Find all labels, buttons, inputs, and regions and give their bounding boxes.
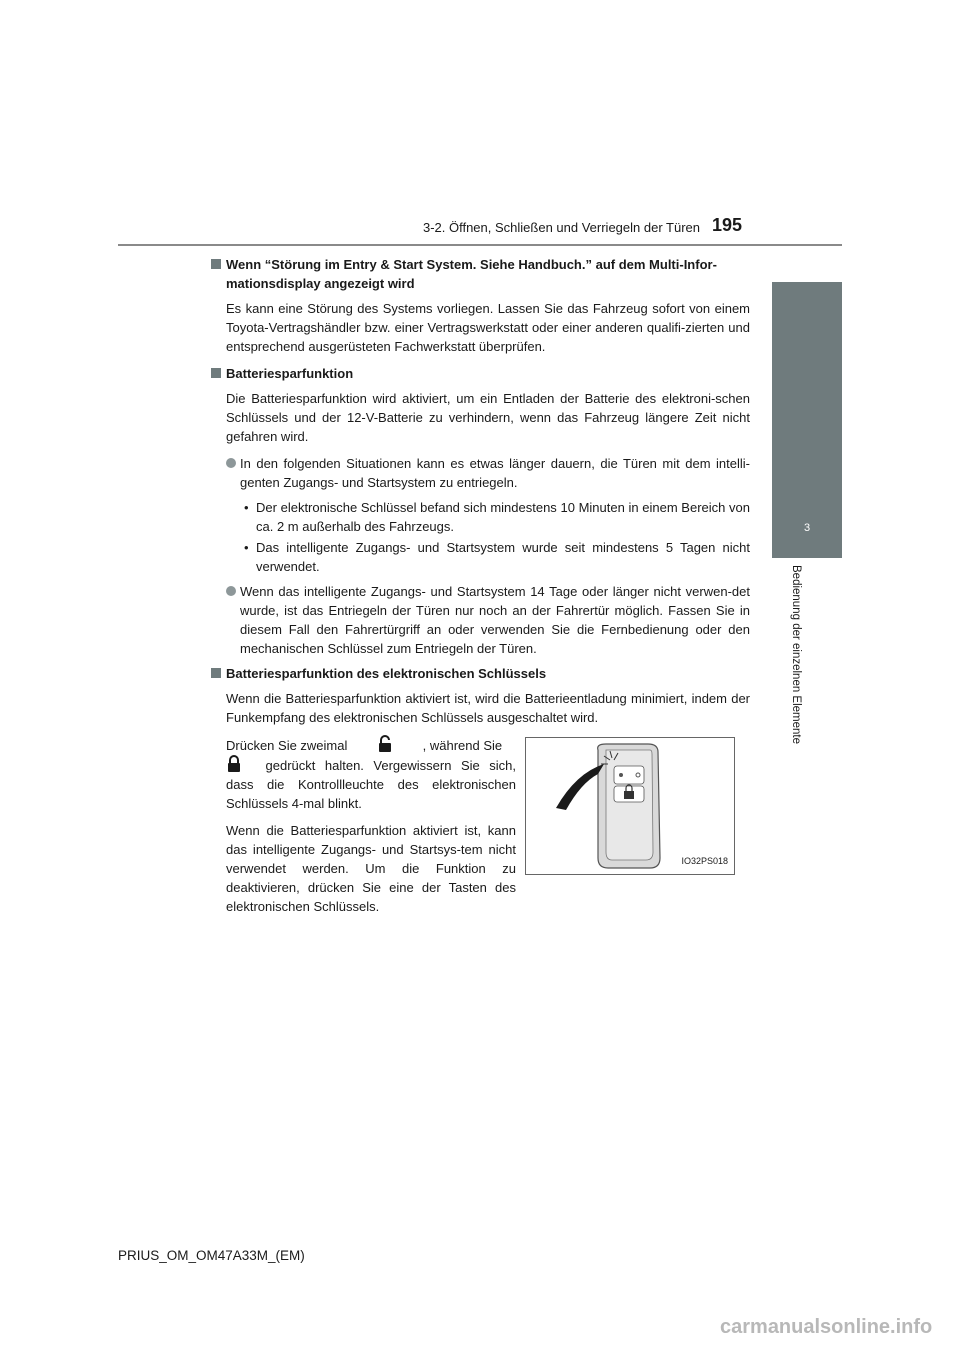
key-illustration [525, 737, 735, 875]
section-heading-malfunction: Wenn “Störung im Entry & Start System. Siehe Handbuch.” auf dem Multi-Infor-mationsdisplay angezeigt wird [210, 255, 750, 293]
bullet-item [226, 454, 750, 492]
unlock-icon [377, 735, 393, 753]
sub-list-item: • Der elektronische Schlüssel befand sich mindestens 10 Minuten in einem Bereich von ca. 2 m außerhalb des Fahrzeugs. [240, 498, 750, 536]
section-text-malfunction: Es kann eine Störung des Systems vorliegen. Lassen Sie das Fahrzeug sofort von einem Toyota-Vertragshändler bzw. einer Vertragswerkstatt oder einer anderen qualifi-zierten und entsprechend ausgerüsteten Fachwerkstatt überprüfen. [226, 301, 750, 354]
side-rail [772, 282, 842, 498]
section-text-key-battery-saving: Wenn die Batteriesparfunktion aktiviert ist, wird die Batterieentladung minimiert, indem der Funkempfang des elektronischen Schlüssels ausgeschaltet wird. [226, 691, 750, 725]
instruction-block [210, 735, 750, 925]
bullet-text: In den folgenden Situationen kann es etwas länger dauern, die Türen mit dem intelli-genten Zugangs- und Startsystem zu entriegeln. [240, 456, 750, 490]
lock-icon [226, 755, 242, 773]
chapter-tab: 3 [772, 498, 842, 558]
bullet-dot-icon [226, 586, 236, 596]
watermark: carmanualsonline.info [720, 1316, 933, 1338]
chapter-label: Bedienung der einzelnen Elemente [790, 565, 802, 745]
page-content [210, 255, 750, 925]
instruction-step [226, 735, 516, 813]
document-code: PRIUS_OM_OM47A33M_(EM) [118, 1248, 305, 1263]
step-text-c: gedrückt halten. Vergewissern Sie sich, dass die Kontrollleuchte des elektronischen Schlüssels 4-mal blinkt. [226, 758, 516, 811]
bullet-text: Wenn das intelligente Zugangs- und Startsystem 14 Tage oder länger nicht verwen-det wurde, ist das Entriegeln der Türen nur noch an der Fahrertür möglich. Fassen Sie in diesem Fall den Fahrertürgriff an oder verwenden Sie die Fernbedienung oder den mechanischen Schlüssel zum Entriegeln der Türen. [240, 584, 750, 656]
sub-list-item: • Das intelligente Zugangs- und Startsystem wurde seit mindestens 5 Tagen nicht verwendet. [240, 538, 750, 576]
bullet-item [226, 582, 750, 658]
header-divider [118, 244, 842, 246]
section-text-battery-saving: Die Batteriesparfunktion wird aktiviert, um ein Entladen der Batterie des elektroni-schen Schlüssels und der 12-V-Batterie zu verhindern, wenn das Fahrzeug längere Zeit nicht gefahren wird. [226, 391, 750, 444]
section-heading-battery-saving: Batteriesparfunktion [210, 364, 750, 383]
page-number: 195 [712, 215, 743, 235]
sub-list [240, 498, 750, 576]
instruction-note: Wenn die Batteriesparfunktion aktiviert ist, kann das intelligente Zugangs- und Startsys-tem nicht verwendet werden. Um die Funktion zu deaktivieren, drücken Sie eine der Tasten des elektronischen Schlüssels. [226, 823, 516, 914]
figure-code: IO32PS018 [681, 856, 728, 866]
step-text-a: Drücken Sie zweimal [226, 738, 348, 753]
header-title: 3-2. Öffnen, Schließen und Verriegeln der Türen [422, 220, 700, 235]
instruction-text [226, 735, 516, 924]
bullet-dot-icon [226, 458, 236, 468]
section-heading-key-battery-saving: Batteriesparfunktion des elektronischen Schlüssels [210, 664, 750, 683]
step-text-b: , während Sie [422, 738, 503, 753]
